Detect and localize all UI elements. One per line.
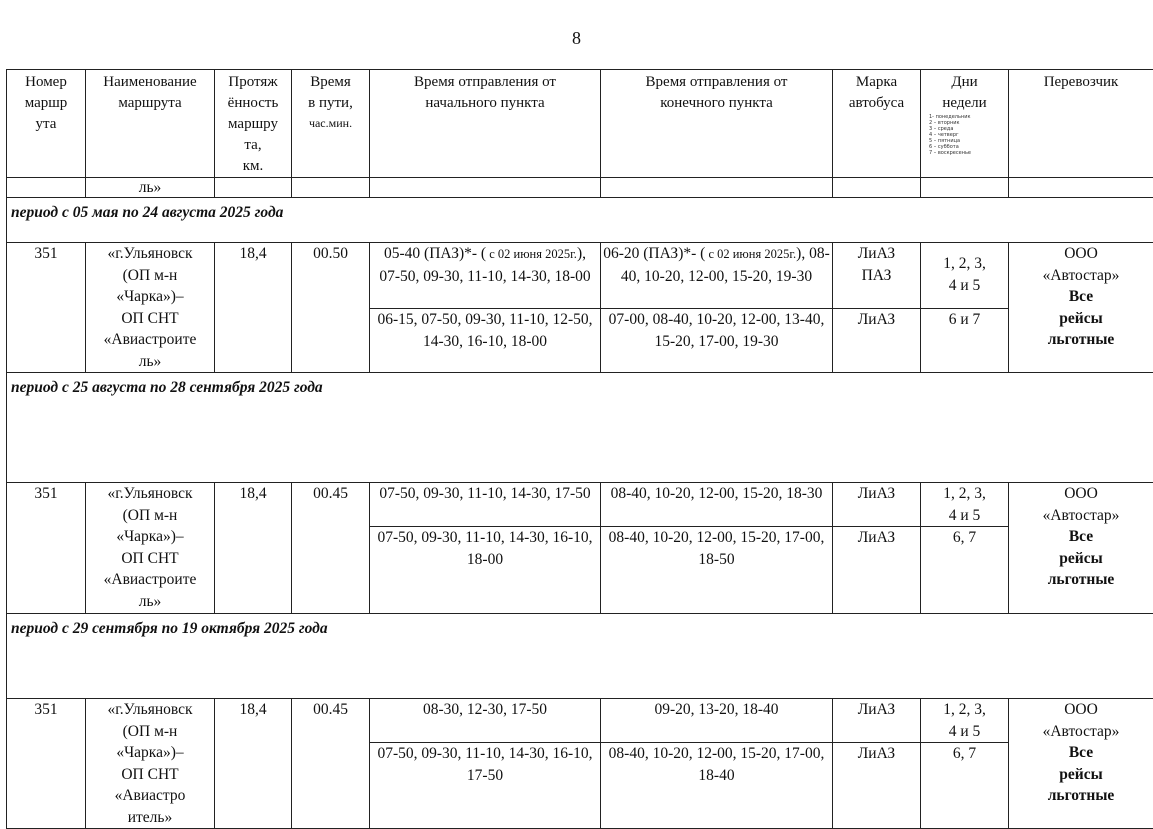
header-route-name: Наименование маршрута <box>86 70 215 178</box>
table-row <box>7 243 1153 309</box>
route-number: 351 <box>7 699 86 829</box>
days-of-week: 1, 2, 3, 4 и 5 <box>921 483 1009 527</box>
departure-start-times: 07-50, 09-30, 11-10, 14-30, 17-50 <box>370 483 601 527</box>
carrier: ООО «Автостар» Все рейсы льготные <box>1009 699 1153 829</box>
header-travel-time: Время в пути, час.мин. <box>292 70 370 178</box>
header-bus-brand: Марка автобуса <box>833 70 921 178</box>
header-departure-end: Время отправления от конечного пункта <box>601 70 833 178</box>
schedule-table <box>6 69 1153 829</box>
days-of-week: 1, 2, 3, 4 и 5 <box>921 699 1009 743</box>
period-title: период с 25 августа по 28 сентября 2025 года <box>7 373 1153 483</box>
days-of-week: 6, 7 <box>921 527 1009 614</box>
header-carrier: Перевозчик <box>1009 70 1153 178</box>
period-row <box>7 373 1153 483</box>
departure-end-times: 08-40, 10-20, 12-00, 15-20, 18-30 <box>601 483 833 527</box>
header-departure-start: Время отправления от начального пункта <box>370 70 601 178</box>
table-row <box>7 483 1153 527</box>
bus-brand: ЛиАЗ <box>833 699 921 743</box>
travel-time: 00.45 <box>292 699 370 829</box>
bus-brand: ЛиАЗ <box>833 743 921 829</box>
departure-start-times: 06-15, 07-50, 09-30, 11-10, 12-50, 14-30, 16-10, 18-00 <box>370 309 601 373</box>
page-number: 8 <box>0 28 1153 49</box>
carryover-text: ль» <box>86 178 215 198</box>
travel-time: 00.50 <box>292 243 370 373</box>
departure-start-times: 07-50, 09-30, 11-10, 14-30, 16-10, 18-00 <box>370 527 601 614</box>
departure-start-times: 05-40 (ПАЗ)*- ( с 02 июня 2025г.), 07-50, 09-30, 11-10, 14-30, 18-00 <box>370 243 601 309</box>
departure-end-times: 08-40, 10-20, 12-00, 15-20, 17-00, 18-40 <box>601 743 833 829</box>
travel-time: 00.45 <box>292 483 370 614</box>
carrier: ООО «Автостар» Все рейсы льготные <box>1009 243 1153 373</box>
days-of-week: 6 и 7 <box>921 309 1009 373</box>
route-name: «г.Ульяновск (ОП м-н «Чарка»)– ОП СНТ «Авиастроите ль» <box>86 243 215 373</box>
carrier: ООО «Автостар» Все рейсы льготные <box>1009 483 1153 614</box>
departure-start-times: 08-30, 12-30, 17-50 <box>370 699 601 743</box>
route-name: «г.Ульяновск (ОП м-н «Чарка»)– ОП СНТ «Авиастроите ль» <box>86 483 215 614</box>
period-row <box>7 614 1153 699</box>
days-legend: 1- понедельник 2 – вторник 3 – среда 4 – четверг 5 – пятница 6 – суббота 7 – воскресенье <box>923 114 1006 156</box>
bus-brand: ЛиАЗ ПАЗ <box>833 243 921 309</box>
period-row <box>7 198 1153 243</box>
bus-brand: ЛиАЗ <box>833 527 921 614</box>
days-of-week: 1, 2, 3, 4 и 5 <box>921 243 1009 309</box>
departure-end-times: 09-20, 13-20, 18-40 <box>601 699 833 743</box>
bus-brand: ЛиАЗ <box>833 309 921 373</box>
header-days: Дни недели 1- понедельник 2 – вторник 3 – среда 4 – четверг 5 – пятница 6 – суббота 7 – воскресенье <box>921 70 1009 178</box>
bus-brand: ЛиАЗ <box>833 483 921 527</box>
departure-start-times: 07-50, 09-30, 11-10, 14-30, 16-10, 17-50 <box>370 743 601 829</box>
route-name: «г.Ульяновск (ОП м-н «Чарка»)– ОП СНТ «Авиастро итель» <box>86 699 215 829</box>
period-title: период с 29 сентября по 19 октября 2025 года <box>7 614 1153 699</box>
schedule-document <box>6 69 1153 824</box>
departure-end-times: 07-00, 08-40, 10-20, 12-00, 13-40, 15-20, 17-00, 19-30 <box>601 309 833 373</box>
days-of-week: 6, 7 <box>921 743 1009 829</box>
route-length: 18,4 <box>215 699 292 829</box>
carryover-row <box>7 178 1153 198</box>
route-length: 18,4 <box>215 483 292 614</box>
route-number: 351 <box>7 483 86 614</box>
header-route-number: Номер маршр ута <box>7 70 86 178</box>
header-length: Протяж ённость маршру та, км. <box>215 70 292 178</box>
route-number: 351 <box>7 243 86 373</box>
departure-end-times: 06-20 (ПАЗ)*- ( с 02 июня 2025г.), 08-40, 10-20, 12-00, 15-20, 19-30 <box>601 243 833 309</box>
table-header-row <box>7 70 1153 178</box>
departure-end-times: 08-40, 10-20, 12-00, 15-20, 17-00, 18-50 <box>601 527 833 614</box>
table-row <box>7 699 1153 743</box>
period-title: период с 05 мая по 24 августа 2025 года <box>7 198 1153 243</box>
route-length: 18,4 <box>215 243 292 373</box>
